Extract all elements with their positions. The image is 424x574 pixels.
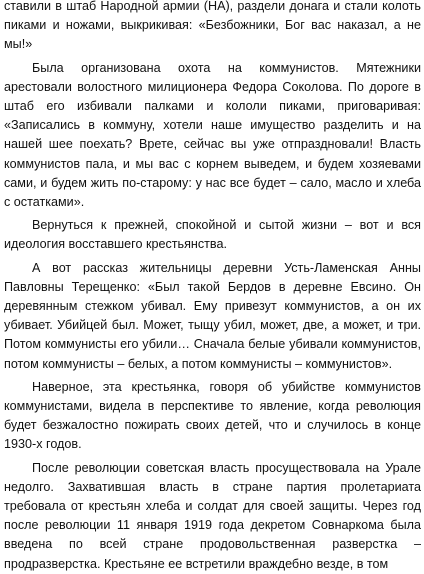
paragraph-2: Была организована охота на коммунистов. Мятежники арестовали волостного милиционера Федора Соколова. По дороге в штаб его избивали палками и кололи пиками, приговаривая: «Записались в коммуну, хотели наше имущество разделить и на нашей шее поехать? Врете, сейчас вы уже отпраздновали! Власть коммунистов пала, и мы вас с корнем выведем, и будем хозяевами сами, и будем жить по-старому: у нас все будет – сало, масло и хлеба с остатками». <box>4 60 421 210</box>
paragraph-1: ставили в штаб Народной армии (НА), раздели донага и стали колоть пиками и ножами, выкрикивая: «Безбожники, Бог вас наказал, а не мы!» <box>4 0 421 52</box>
paragraph-4: А вот рассказ жительницы деревни Усть-Ламенская Анны Павловны Терещенко: «Был такой Бердов в деревне Евсино. Он деревянным стежком убивал. Ему привезут коммунистов, а он их убивает. Убийцей был. Может, тыщу убил, может, две, а может, и три. Потом коммунисты его убили… Сначала белые убивали коммунистов, потом коммунисты – белых, а потом коммунисты – коммунистов». <box>4 260 421 371</box>
paragraph-6: После революции советская власть просуществовала на Урале недолго. Захватившая власть в стране партия пролетариата требовала от крестьян хлеба и солдат для своей защиты. Через год после революции 11 января 1919 года декретом Совнаркома была введена по всей стране продовольственная разверстка – продразверстка. Крестьяне ее встретили враждебно везде, в том <box>4 460 421 571</box>
paragraph-5: Наверное, эта крестьянка, говоря об убийстве коммунистов коммунистами, видела в перспективе то явление, когда революция будет безжалостно пожирать своих детей, что и случилось в конце 1930-х годов. <box>4 379 421 452</box>
paragraph-3: Вернуться к прежней, спокойной и сытой жизни – вот и вся идеология восставшего крестьянства. <box>4 218 421 252</box>
